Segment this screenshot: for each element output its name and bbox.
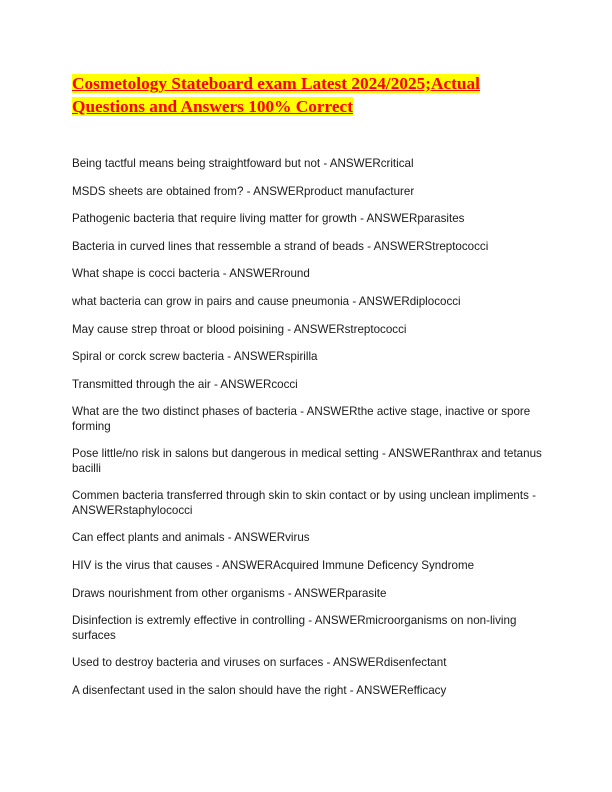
qa-item (72, 350, 542, 364)
qa-answer: disenfectant (383, 656, 447, 670)
qa-item (72, 212, 542, 226)
qa-question: Pathogenic bacteria that require living matter for growth (72, 212, 357, 226)
qa-answer: staphylococci (122, 503, 193, 517)
qa-answer: virus (285, 531, 310, 545)
qa-answer: efficacy (407, 683, 447, 697)
qa-question: What shape is cocci bacteria (72, 267, 220, 281)
qa-answer: Streptococci (424, 239, 489, 253)
qa-item (72, 447, 542, 476)
qa-item (72, 684, 542, 698)
qa-question: Bacteria in curved lines that ressemble a strand of beads (72, 239, 364, 253)
qa-question: Draws nourishment from other organisms (72, 586, 285, 600)
qa-item (72, 267, 542, 281)
qa-separator: - ANSWER (224, 350, 285, 364)
qa-answer: anthrax and tetanus bacilli (72, 447, 542, 475)
qa-item (72, 656, 542, 670)
qa-question: HIV is the virus that causes (72, 558, 213, 572)
qa-question: What are the two distinct phases of bacteria (72, 405, 297, 419)
qa-item (72, 489, 542, 518)
qa-separator: - ANSWER (323, 656, 384, 670)
qa-answer: round (280, 267, 310, 281)
qa-separator: - ANSWER (378, 447, 440, 461)
qa-answer: the active stage, inactive or spore forming (72, 405, 531, 433)
qa-answer: cocci (271, 377, 298, 391)
qa-question: Can effect plants and animals (72, 531, 225, 545)
qa-question: Commen bacteria transferred through skin to skin contact or by using unclean impliments (72, 489, 529, 503)
qa-question: what bacteria can grow in pairs and cause pneumonia (72, 294, 350, 308)
document-title (72, 72, 532, 118)
qa-answer: critical (380, 157, 414, 170)
qa-item (72, 295, 542, 309)
qa-separator: - ANSWER (284, 586, 346, 600)
qa-question: Being tactful means being straightfoward but not (72, 157, 321, 170)
qa-answer: diplococci (409, 294, 461, 308)
qa-separator: - ANSWER (219, 267, 281, 281)
qa-separator: - ANSWER (356, 212, 418, 226)
qa-item (72, 559, 542, 573)
qa-question: A disenfectant used in the salon should have the right (72, 683, 347, 697)
qa-separator: - ANSWER (363, 239, 425, 253)
qa-question: MSDS sheets are obtained from? (72, 184, 244, 198)
qa-separator: - ANSWER (224, 531, 286, 545)
title-line-1: Cosmetology Stateboard exam Latest 2024/2025;Actual (72, 74, 480, 93)
qa-question: Pose little/no risk in salons but dangerous in medical setting (72, 447, 379, 461)
qa-item (72, 587, 542, 601)
qa-separator: - ANSWER (296, 405, 358, 419)
qa-answer: streptococci (344, 322, 407, 336)
qa-question: May cause strep throat or blood poisining (72, 322, 285, 336)
qa-separator: - ANSWER (349, 294, 410, 308)
qa-item (72, 405, 542, 434)
qa-separator: - ANSWER (305, 614, 366, 628)
qa-separator: - ANSWER (284, 322, 345, 336)
qa-answer: parasites (417, 212, 465, 226)
qa-answer: parasite (345, 586, 387, 600)
qa-item (72, 531, 542, 545)
qa-question: Used to destroy bacteria and viruses on surfaces (72, 656, 324, 670)
qa-item (72, 157, 542, 171)
qa-item (72, 185, 542, 199)
qa-separator: - ANSWER (346, 683, 408, 697)
qa-item (72, 240, 542, 254)
title-line-2: Questions and Answers 100% Correct (72, 97, 353, 116)
qa-answer: microorganisms on non-living surfaces (72, 614, 517, 642)
qa-answer: Acquired Immune Deficency Syndrome (273, 558, 475, 572)
qa-separator: - ANSWER (210, 377, 272, 391)
qa-answer: spirilla (284, 350, 318, 364)
qa-question: Transmitted through the air (72, 377, 211, 391)
qa-item (72, 614, 542, 643)
qa-separator: - ANSWER (320, 157, 381, 170)
qa-list (72, 157, 542, 711)
qa-separator: - ANSWER (72, 489, 536, 517)
qa-separator: - ANSWER (243, 184, 304, 198)
qa-question: Disinfection is extremly effective in controlling (72, 614, 306, 628)
qa-item (72, 323, 542, 337)
qa-item (72, 378, 542, 392)
qa-answer: product manufacturer (303, 184, 415, 198)
qa-separator: - ANSWER (212, 558, 274, 572)
qa-question: Spiral or corck screw bacteria (72, 350, 225, 364)
